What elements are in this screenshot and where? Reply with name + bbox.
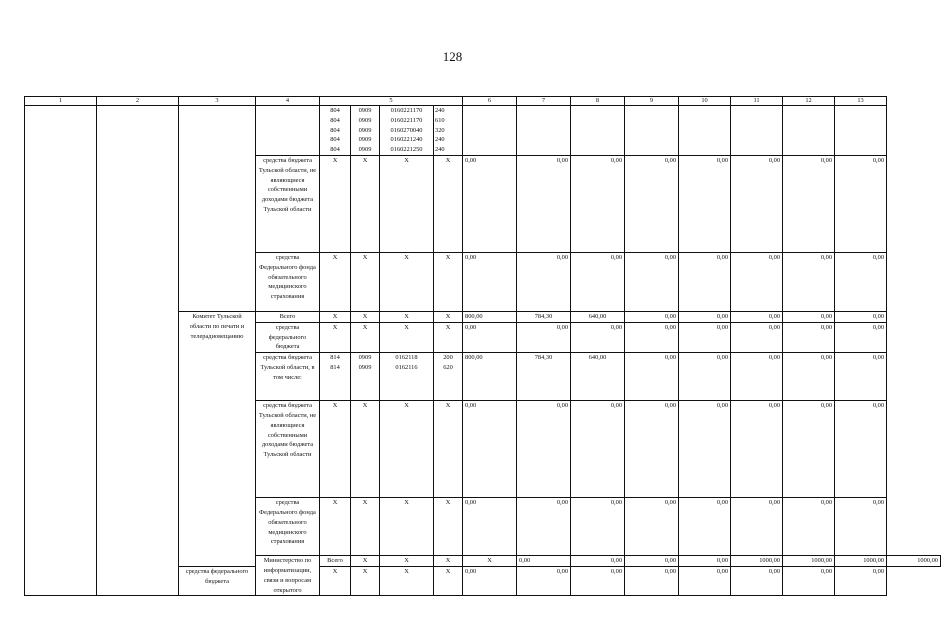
value-cell: 0,00 [835,311,887,322]
value-cell: 784,30 [517,311,571,322]
value-cell: 0,00 [835,353,887,401]
executor-name: Министерство по информатизации, связи и вопросам открытого [256,556,320,596]
code-csr: 0160221240 [390,136,423,144]
value-cell: 0,00 [783,322,835,352]
value-cell [571,106,625,156]
value-cell: 0,00 [679,252,731,311]
code-csr: 0160270040 [390,126,423,134]
code-rz: 0909 [358,146,372,154]
value-cell: 0,00 [517,498,571,556]
value-cell: 0,00 [731,155,783,252]
value-cell: 0,00 [571,401,625,498]
code-csr: 0160221170 [390,107,423,114]
value-cell: 0,00 [517,252,571,311]
x-mark: Х [320,401,351,498]
value-cell: 0,00 [731,567,783,596]
value-cell: 0,00 [571,155,625,252]
value-cell: 0,00 [679,322,731,352]
x-mark: Х [320,252,351,311]
column-header: 11 [731,97,783,106]
code-rz: 0909 [358,136,372,144]
value-cell [625,106,679,156]
code-grbs: 814 [330,354,340,362]
code-grbs: 804 [330,116,340,124]
code-vr: 240 [435,146,445,154]
funding-source-label: средства бюджета Тульской области, в том числе: [256,353,320,401]
column-header: 4 [256,97,320,106]
code-rz: 0909 [358,116,372,124]
x-mark: Х [320,322,351,352]
code-grbs: 804 [330,107,340,114]
funding-source-label: средства федерального бюджета [179,567,256,596]
value-cell: 0,00 [679,401,731,498]
column-header: 2 [97,97,179,106]
value-cell: 0,00 [625,401,679,498]
value-cell [835,106,887,156]
code-csr-cell [380,353,434,401]
funding-source-label: Всего [256,311,320,322]
value-cell [731,106,783,156]
value-cell: 0,00 [783,155,835,252]
value-cell: 1000,00 [835,556,887,567]
value-cell: 1000,00 [783,556,835,567]
value-cell: 0,00 [835,401,887,498]
x-mark: Х [434,567,463,596]
value-cell [679,106,731,156]
funding-source-label: средства бюджета Тульской области, не являющиеся собственными доходами бюджета Тульской области [256,401,320,498]
funding-source-label: средства бюджета Тульской области, не являющиеся собственными доходами бюджета Тульской области [256,155,320,252]
x-mark: Х [351,498,380,556]
value-cell: 0,00 [783,252,835,311]
value-cell: 0,00 [835,498,887,556]
value-cell: 0,00 [571,252,625,311]
value-cell: 0,00 [625,556,679,567]
value-cell: 0,00 [463,155,517,252]
x-mark: Х [380,401,434,498]
value-cell: 0,00 [679,567,731,596]
code-vr: 620 [443,363,453,371]
value-cell: 640,00 [571,353,625,401]
x-mark: Х [434,322,463,352]
x-mark: Х [351,556,380,567]
x-mark: Х [380,567,434,596]
column-header: 10 [679,97,731,106]
column-header: 3 [179,97,256,106]
x-mark: Х [380,311,434,322]
value-cell: 0,00 [731,311,783,322]
code-vr: 240 [435,107,445,114]
x-mark: Х [320,311,351,322]
code-vr: 320 [435,126,445,134]
value-cell: 0,00 [835,252,887,311]
code-vr: 240 [435,136,445,144]
code-grbs: 804 [330,146,340,154]
value-cell: 0,00 [517,155,571,252]
x-mark: Х [380,322,434,352]
x-mark: Х [380,498,434,556]
column-header: 5 [320,97,463,106]
value-cell: 0,00 [783,311,835,322]
value-cell: 0,00 [835,567,887,596]
column-header: 7 [517,97,571,106]
value-cell: 800,00 [463,353,517,401]
value-cell: 0,00 [571,322,625,352]
funding-source-label: средства Федерального фонда обязательного медицинского страхования [256,252,320,311]
x-mark: Х [434,498,463,556]
x-mark: Х [320,567,351,596]
value-cell: 1000,00 [731,556,783,567]
value-cell: 0,00 [783,401,835,498]
code-vr-cell [434,106,463,156]
code-vr: 200 [443,354,453,362]
x-mark: Х [434,311,463,322]
column-header: 6 [463,97,517,106]
value-cell: 0,00 [625,155,679,252]
x-mark: Х [351,401,380,498]
column-header: 1 [25,97,97,106]
value-cell: 0,00 [517,322,571,352]
x-mark: Х [351,567,380,596]
cell-col3 [179,106,256,312]
value-cell: 0,00 [679,353,731,401]
code-grbs: 804 [330,136,340,144]
value-cell: 0,00 [679,498,731,556]
x-mark: Х [434,252,463,311]
value-cell: 0,00 [625,353,679,401]
value-cell: 0,00 [517,401,571,498]
value-cell: 0,00 [463,498,517,556]
funding-source-label: Всего [320,556,351,567]
code-grbs: 814 [330,363,340,371]
value-cell: 800,00 [463,311,517,322]
value-cell: 0,00 [835,155,887,252]
code-csr-cell [380,106,434,156]
value-cell: 0,00 [463,322,517,352]
value-cell: 1000,00 [887,556,941,567]
column-header: 8 [571,97,625,106]
value-cell: 0,00 [625,311,679,322]
x-mark: Х [380,252,434,311]
code-vr: 610 [435,116,445,124]
funding-source-label: средства Федерального фонда обязательного медицинского страхования [256,498,320,556]
x-mark: Х [380,155,434,252]
value-cell: 0,00 [731,252,783,311]
code-vr-cell [434,353,463,401]
value-cell: 0,00 [679,556,731,567]
value-cell: 0,00 [783,498,835,556]
value-cell: 0,00 [783,353,835,401]
x-mark: Х [434,401,463,498]
cell-col2 [97,106,179,596]
cell-col4 [256,106,320,156]
value-cell: 640,00 [571,311,625,322]
value-cell [783,106,835,156]
value-cell: 0,00 [731,322,783,352]
code-rz: 0909 [358,126,372,134]
page-number: 128 [442,49,463,64]
value-cell: 0,00 [731,353,783,401]
cell-col1 [25,106,97,596]
value-cell: 0,00 [731,401,783,498]
code-csr: 0160221170 [390,116,423,124]
code-rz-cell [351,106,380,156]
code-grbs: 804 [330,126,340,134]
value-cell [517,106,571,156]
code-grbs-cell [320,106,351,156]
column-header: 9 [625,97,679,106]
column-header-row [25,97,941,106]
x-mark: Х [463,556,517,567]
value-cell: 0,00 [517,556,571,567]
code-grbs-cell [320,353,351,401]
value-cell: 0,00 [463,401,517,498]
value-cell: 0,00 [679,155,731,252]
column-header: 12 [783,97,835,106]
value-cell: 0,00 [571,498,625,556]
code-csr: 0160221250 [390,146,423,154]
value-cell: 0,00 [835,322,887,352]
value-cell: 0,00 [517,567,571,596]
budget-table [24,96,941,596]
x-mark: Х [320,498,351,556]
code-csr: 0162118 [395,354,418,362]
code-rz: 0909 [358,354,372,362]
value-cell [463,106,517,156]
value-cell: 784,30 [517,353,571,401]
value-cell: 0,00 [571,567,625,596]
funding-source-label: средства федерального бюджета [256,322,320,352]
value-cell: 0,00 [625,498,679,556]
x-mark: Х [434,155,463,252]
executor-name: Комитет Тульской области по печати и телерадиовещанию [179,311,256,566]
x-mark: Х [351,322,380,352]
value-cell: 0,00 [571,556,625,567]
value-cell: 0,00 [463,252,517,311]
code-rz: 0909 [358,363,372,371]
column-header: 13 [835,97,887,106]
x-mark: Х [380,556,434,567]
code-rz-cell [351,353,380,401]
value-cell: 0,00 [679,311,731,322]
value-cell: 0,00 [625,567,679,596]
value-cell: 0,00 [625,322,679,352]
code-csr: 0162116 [395,363,418,371]
code-rz: 0909 [358,107,372,114]
value-cell: 0,00 [783,567,835,596]
value-cell: 0,00 [625,252,679,311]
table-row [25,106,941,156]
x-mark: Х [351,311,380,322]
value-cell: 0,00 [463,567,517,596]
value-cell: 0,00 [731,498,783,556]
x-mark: Х [320,155,351,252]
x-mark: Х [351,252,380,311]
x-mark: Х [351,155,380,252]
x-mark: Х [434,556,463,567]
